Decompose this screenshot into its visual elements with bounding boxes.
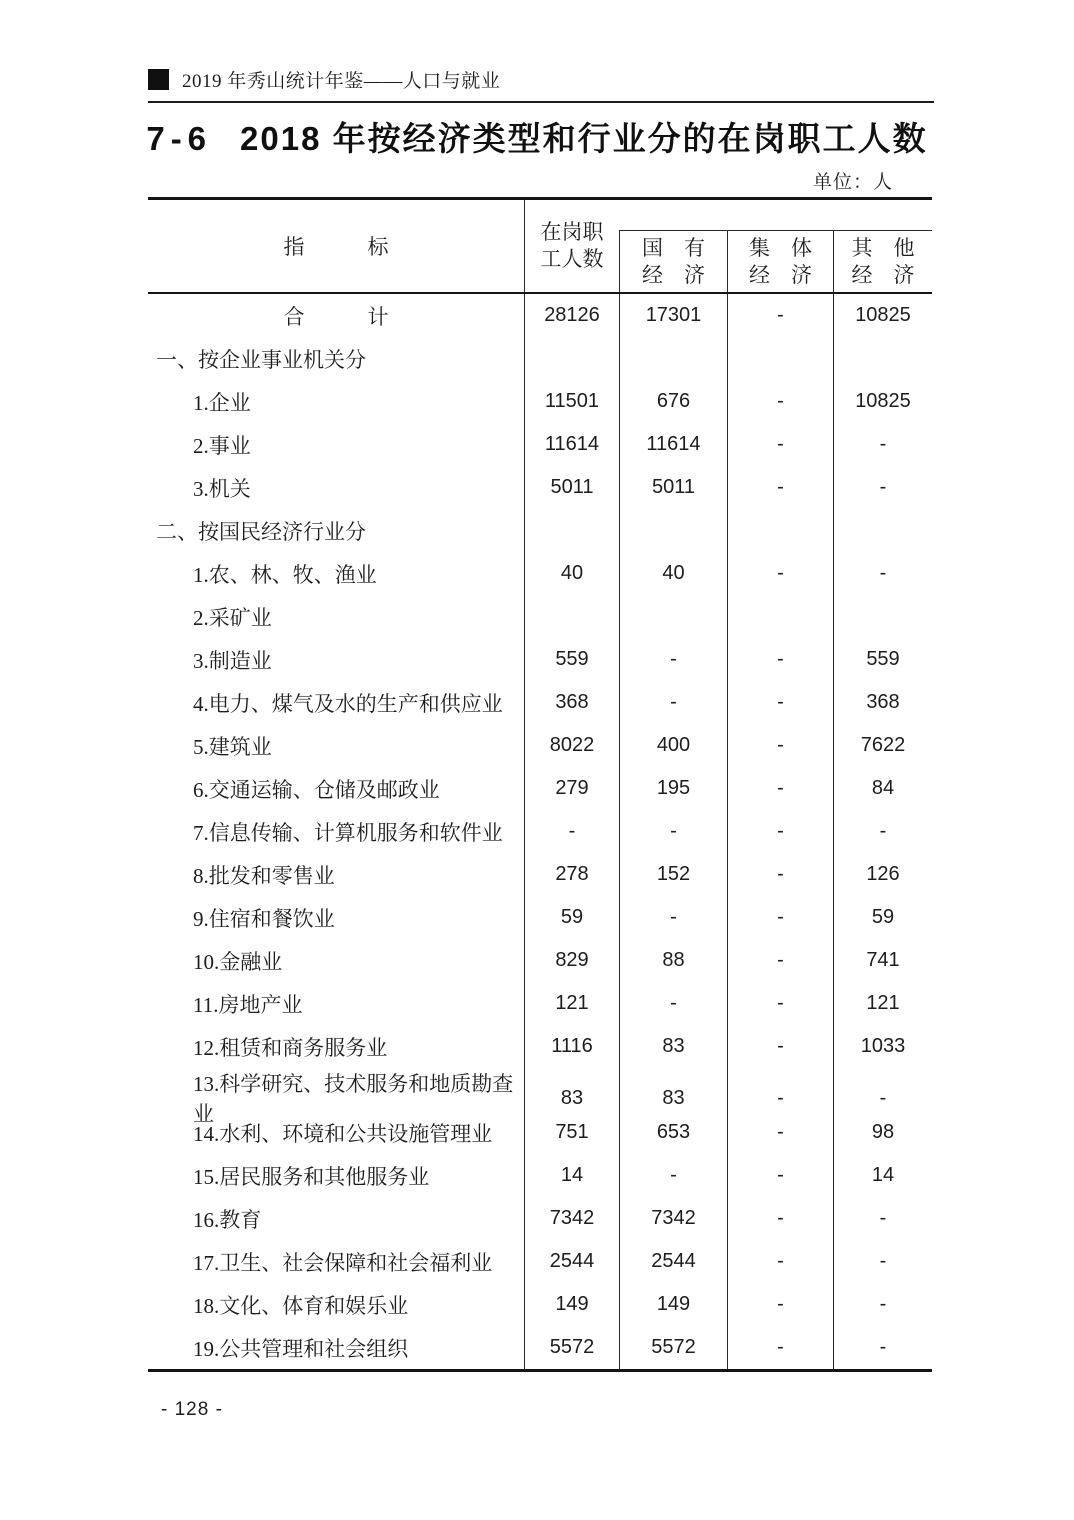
value-cell-staff-total: 559 — [524, 638, 619, 681]
value-cell-other-economy: - — [833, 810, 932, 853]
indicator-cell: 11.房地产业 — [193, 992, 303, 1017]
value-cell-collective-economy: - — [727, 724, 833, 767]
indicator-cell: 16.教育 — [193, 1207, 262, 1232]
indicator-cell: 19.公共管理和社会组织 — [193, 1336, 409, 1361]
col-header-other-line1: 其 他 — [851, 235, 915, 260]
value-cell-state-economy: 195 — [619, 767, 727, 810]
col-header-staff-total-line1: 在岗职 — [540, 220, 604, 244]
value-cell-state-economy: 40 — [619, 552, 727, 595]
indicator-cell: 4.电力、煤气及水的生产和供应业 — [193, 691, 503, 716]
indicator-cell: 6.交通运输、仓储及邮政业 — [193, 777, 440, 802]
table-row — [148, 337, 932, 380]
value-cell-other-economy: 741 — [833, 939, 932, 982]
value-cell-staff-total: 2544 — [524, 1240, 619, 1283]
value-cell-state-economy: - — [619, 638, 727, 681]
value-cell-state-economy: 11614 — [619, 423, 727, 466]
indicator-cell: 合 计 — [283, 304, 389, 329]
table-row — [148, 638, 932, 681]
value-cell-collective-economy: - — [727, 423, 833, 466]
value-cell-state-economy — [619, 595, 727, 638]
value-cell-state-economy: 676 — [619, 380, 727, 423]
col-header-other-economy — [833, 230, 932, 292]
value-cell-other-economy: 59 — [833, 896, 932, 939]
value-cell-staff-total: 7342 — [524, 1197, 619, 1240]
value-cell-other-economy: 14 — [833, 1154, 932, 1197]
table-body — [148, 294, 932, 1369]
header-spanner-gap — [619, 200, 932, 230]
value-cell-collective-economy: - — [727, 1068, 833, 1128]
table-row — [148, 552, 932, 595]
running-head-text: 2019 年秀山统计年鉴——人口与就业 — [182, 71, 501, 92]
col-header-collective-economy — [727, 230, 833, 292]
value-cell-collective-economy: - — [727, 552, 833, 595]
value-cell-staff-total: 149 — [524, 1283, 619, 1326]
value-cell-state-economy: 400 — [619, 724, 727, 767]
col-header-staff-total — [524, 200, 619, 292]
value-cell-state-economy — [619, 337, 727, 380]
page-number: - 128 - — [161, 1399, 223, 1420]
value-cell-state-economy: - — [619, 1154, 727, 1197]
table-row — [148, 423, 932, 466]
value-cell-other-economy: - — [833, 1068, 932, 1128]
indicator-cell: 3.制造业 — [193, 648, 272, 673]
table-row — [148, 853, 932, 896]
value-cell-collective-economy: - — [727, 638, 833, 681]
col-header-staff-total-line2: 工人数 — [540, 247, 604, 271]
col-header-indicator: 指 标 — [283, 235, 389, 259]
table-row — [148, 896, 932, 939]
black-square-icon — [148, 69, 169, 90]
indicator-cell: 10.金融业 — [193, 949, 283, 974]
value-cell-other-economy: - — [833, 466, 932, 509]
value-cell-other-economy: 98 — [833, 1111, 932, 1154]
page-title — [0, 116, 1074, 162]
table-row — [148, 1111, 932, 1154]
value-cell-staff-total: 5011 — [524, 466, 619, 509]
table-row — [148, 380, 932, 423]
table-number: 7-6 — [146, 120, 213, 157]
indicator-cell: 13.科学研究、技术服务和地质勘查业 — [193, 1072, 514, 1126]
value-cell-staff-total: 279 — [524, 767, 619, 810]
indicator-cell: 7.信息传输、计算机服务和软件业 — [193, 820, 503, 845]
table-row — [148, 982, 932, 1025]
value-cell-state-economy: 83 — [619, 1068, 727, 1128]
value-cell-staff-total: 28126 — [524, 294, 619, 337]
value-cell-staff-total: 11614 — [524, 423, 619, 466]
indicator-cell: 12.租赁和商务服务业 — [193, 1035, 388, 1060]
value-cell-collective-economy: - — [727, 1326, 833, 1369]
table-row — [148, 1197, 932, 1240]
indicator-cell: 1.农、林、牧、渔业 — [193, 562, 377, 587]
value-cell-other-economy: 7622 — [833, 724, 932, 767]
table-row — [148, 1240, 932, 1283]
indicator-cell: 5.建筑业 — [193, 734, 272, 759]
value-cell-state-economy: 2544 — [619, 1240, 727, 1283]
indicator-cell: 9.住宿和餐饮业 — [193, 906, 335, 931]
value-cell-staff-total: 5572 — [524, 1326, 619, 1369]
value-cell-other-economy: 121 — [833, 982, 932, 1025]
value-cell-staff-total: 83 — [524, 1068, 619, 1128]
table-row — [148, 595, 932, 638]
indicator-cell: 8.批发和零售业 — [193, 863, 335, 888]
col-header-collective-line2: 经 济 — [749, 262, 812, 287]
value-cell-state-economy: 83 — [619, 1025, 727, 1068]
value-cell-collective-economy: - — [727, 982, 833, 1025]
value-cell-collective-economy — [727, 509, 833, 552]
value-cell-staff-total — [524, 337, 619, 380]
table-row — [148, 767, 932, 810]
value-cell-collective-economy: - — [727, 1283, 833, 1326]
indicator-cell: 二、按国民经济行业分 — [156, 519, 366, 544]
unit-label: 单位：人 — [812, 172, 893, 193]
col-header-state-line1: 国 有 — [642, 235, 705, 260]
value-cell-other-economy: 1033 — [833, 1025, 932, 1068]
indicator-cell: 17.卫生、社会保障和社会福利业 — [193, 1250, 493, 1275]
indicator-cell: 14.水利、环境和公共设施管理业 — [193, 1121, 493, 1146]
value-cell-collective-economy: - — [727, 380, 833, 423]
value-cell-other-economy: - — [833, 1240, 932, 1283]
value-cell-state-economy: 5572 — [619, 1326, 727, 1369]
value-cell-state-economy: 152 — [619, 853, 727, 896]
indicator-cell: 1.企业 — [193, 390, 251, 415]
value-cell-other-economy — [833, 337, 932, 380]
value-cell-other-economy: 10825 — [833, 380, 932, 423]
indicator-cell: 2.事业 — [193, 433, 251, 458]
table-row — [148, 1326, 932, 1369]
table-row — [148, 681, 932, 724]
value-cell-other-economy — [833, 509, 932, 552]
col-header-collective-line1: 集 体 — [749, 235, 812, 260]
table-row — [148, 1025, 932, 1068]
table-row — [148, 466, 932, 509]
value-cell-collective-economy — [727, 595, 833, 638]
value-cell-other-economy: 84 — [833, 767, 932, 810]
table-row — [148, 509, 932, 552]
value-cell-state-economy: - — [619, 896, 727, 939]
value-cell-state-economy: - — [619, 681, 727, 724]
running-head — [148, 66, 934, 103]
table-title-text: 2018 年按经济类型和行业分的在岗职工人数 — [240, 120, 928, 157]
col-header-state-economy — [619, 230, 727, 292]
statistics-table — [148, 197, 932, 1372]
value-cell-staff-total: - — [524, 810, 619, 853]
value-cell-state-economy: 17301 — [619, 294, 727, 337]
value-cell-staff-total: 14 — [524, 1154, 619, 1197]
value-cell-collective-economy: - — [727, 810, 833, 853]
value-cell-staff-total: 1116 — [524, 1025, 619, 1068]
table-row — [148, 939, 932, 982]
table-row — [148, 294, 932, 337]
value-cell-state-economy: 149 — [619, 1283, 727, 1326]
value-cell-staff-total: 751 — [524, 1111, 619, 1154]
value-cell-state-economy: 88 — [619, 939, 727, 982]
value-cell-other-economy: 10825 — [833, 294, 932, 337]
value-cell-collective-economy: - — [727, 853, 833, 896]
value-cell-other-economy: - — [833, 1283, 932, 1326]
indicator-cell: 2.采矿业 — [193, 605, 272, 630]
value-cell-collective-economy: - — [727, 767, 833, 810]
value-cell-other-economy: - — [833, 1197, 932, 1240]
indicator-cell: 18.文化、体育和娱乐业 — [193, 1293, 409, 1318]
value-cell-staff-total: 59 — [524, 896, 619, 939]
value-cell-collective-economy: - — [727, 1240, 833, 1283]
indicator-cell: 一、按企业事业机关分 — [156, 347, 366, 372]
value-cell-collective-economy: - — [727, 896, 833, 939]
value-cell-collective-economy: - — [727, 294, 833, 337]
table-row — [148, 1283, 932, 1326]
indicator-cell: 15.居民服务和其他服务业 — [193, 1164, 430, 1189]
col-header-other-line2: 经 济 — [851, 262, 915, 287]
value-cell-staff-total: 368 — [524, 681, 619, 724]
value-cell-collective-economy: - — [727, 466, 833, 509]
value-cell-collective-economy: - — [727, 1025, 833, 1068]
value-cell-staff-total: 829 — [524, 939, 619, 982]
col-header-state-line2: 经 济 — [642, 262, 705, 287]
value-cell-other-economy: 126 — [833, 853, 932, 896]
value-cell-other-economy: 368 — [833, 681, 932, 724]
value-cell-staff-total: 121 — [524, 982, 619, 1025]
indicator-cell: 3.机关 — [193, 476, 251, 501]
value-cell-staff-total: 11501 — [524, 380, 619, 423]
value-cell-staff-total — [524, 509, 619, 552]
table-row — [148, 724, 932, 767]
value-cell-collective-economy: - — [727, 939, 833, 982]
value-cell-staff-total: 278 — [524, 853, 619, 896]
value-cell-other-economy: 559 — [833, 638, 932, 681]
value-cell-state-economy: 653 — [619, 1111, 727, 1154]
value-cell-collective-economy: - — [727, 1111, 833, 1154]
value-cell-state-economy: 7342 — [619, 1197, 727, 1240]
value-cell-state-economy: - — [619, 982, 727, 1025]
value-cell-collective-economy — [727, 337, 833, 380]
value-cell-collective-economy: - — [727, 1197, 833, 1240]
value-cell-state-economy: 5011 — [619, 466, 727, 509]
value-cell-collective-economy: - — [727, 681, 833, 724]
table-row — [148, 810, 932, 853]
table-header — [148, 200, 932, 294]
value-cell-staff-total: 40 — [524, 552, 619, 595]
value-cell-other-economy: - — [833, 1326, 932, 1369]
value-cell-state-economy: - — [619, 810, 727, 853]
value-cell-staff-total: 8022 — [524, 724, 619, 767]
value-cell-other-economy: - — [833, 552, 932, 595]
value-cell-other-economy: - — [833, 423, 932, 466]
table-row — [148, 1068, 932, 1126]
value-cell-staff-total — [524, 595, 619, 638]
value-cell-state-economy — [619, 509, 727, 552]
table-row — [148, 1154, 932, 1197]
value-cell-collective-economy: - — [727, 1154, 833, 1197]
value-cell-other-economy — [833, 595, 932, 638]
